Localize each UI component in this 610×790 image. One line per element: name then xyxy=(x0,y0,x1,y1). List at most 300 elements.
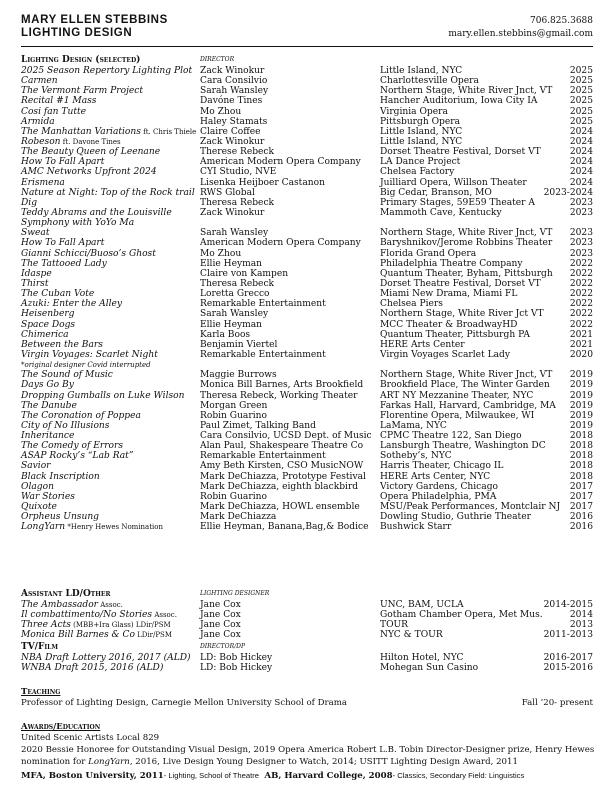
production-year: 2022 xyxy=(569,278,593,289)
lighting-design-list xyxy=(21,66,593,532)
production-year: 2024 xyxy=(569,147,593,158)
director-name: Zack Winokur xyxy=(200,66,265,76)
production-year: 2017 xyxy=(569,502,593,513)
director-name: Monica Bill Barnes, Arts Brookfield xyxy=(200,380,364,391)
credit-row xyxy=(21,451,593,461)
venue-name: Hancher Auditorium, Iowa City IA xyxy=(380,96,538,107)
awards-line-2-b: LongYarn xyxy=(88,757,130,767)
production-year: 2023 xyxy=(569,228,593,239)
production-title-text: Black Inscription xyxy=(21,471,100,482)
production-note: *Henry Hewes Nomination xyxy=(65,523,164,532)
credit-row xyxy=(21,76,593,86)
production-title xyxy=(21,663,163,673)
production-title-text: The Sound of Music xyxy=(21,370,113,381)
production-year: 2018 xyxy=(569,471,593,482)
teaching-date: Fall ’20- present xyxy=(521,698,593,708)
director-name: Amy Beth Kirsten, CSO MusicNOW xyxy=(200,461,364,472)
director-column-label: DIRECTOR xyxy=(200,56,235,63)
credit-row xyxy=(21,259,593,269)
director-name: Jane Cox xyxy=(200,610,241,621)
director-name: Theresa Rebeck xyxy=(200,197,275,208)
production-title xyxy=(21,228,49,238)
production-title-text: AMC Networks Upfront 2024 xyxy=(21,167,157,178)
venue-name: Virgin Voyages Scarlet Lady xyxy=(380,349,511,360)
production-year: 2019 xyxy=(569,420,593,431)
production-year: 2019 xyxy=(569,400,593,411)
director-name: Robin Guarino xyxy=(200,491,267,502)
credit-row xyxy=(21,330,593,340)
header-name-block xyxy=(21,14,168,40)
venue-name: Victory Gardens, Chicago xyxy=(380,481,498,492)
production-title-text: Dig xyxy=(21,197,38,208)
mfa-degree: MFA, Boston University, 2011 xyxy=(21,771,164,781)
production-year: 2024 xyxy=(569,126,593,137)
designer-title: LIGHTING DESIGN xyxy=(21,27,133,39)
production-year: 2024 xyxy=(569,136,593,147)
production-title-text: City of No Illusions xyxy=(21,420,110,431)
production-year: 2022 xyxy=(569,299,593,310)
production-title xyxy=(21,340,103,350)
venue-name: HERE Arts Center xyxy=(380,339,465,350)
credit-row xyxy=(21,431,593,441)
production-title-text: Gianni Schicci/Buoso’s Ghost xyxy=(21,248,156,259)
production-note: ft. Davone Tines xyxy=(60,137,121,146)
production-title xyxy=(21,107,86,117)
venue-name: Mohegan Sun Casino xyxy=(380,663,479,674)
production-title-text: Il combattimento/No Stories xyxy=(21,610,153,621)
venue-name: Dowling Studio, Guthrie Theater xyxy=(380,512,531,523)
production-title-text: Dropping Gumballs on Luke Wilson xyxy=(21,390,185,401)
production-title xyxy=(21,117,55,127)
credit-row xyxy=(21,340,593,350)
production-title-text: The Coronation of Poppea xyxy=(21,410,141,421)
credit-row xyxy=(21,127,593,137)
production-title-text: The Tattooed Lady xyxy=(21,258,107,269)
credit-row xyxy=(21,208,593,218)
production-title xyxy=(21,350,158,360)
credit-row xyxy=(21,620,593,630)
production-title xyxy=(21,178,65,188)
production-title-text: 2025 Season Repertory Lighting Plot xyxy=(21,66,193,76)
credit-row xyxy=(21,610,593,620)
venue-name: LA Dance Project xyxy=(380,157,461,168)
production-title xyxy=(21,309,75,319)
production-title-text: Cosi fan Tutte xyxy=(21,106,87,117)
venue-name: UNC, BAM, UCLA xyxy=(380,600,464,610)
director-name: Maggie Burrows xyxy=(200,370,277,381)
director-name: Morgan Green xyxy=(200,400,268,411)
director-name: Mark DeChiazza, eighth blackbird xyxy=(200,481,359,492)
production-year: 2025 xyxy=(569,66,593,76)
venue-name: Baryshnikov/Jerome Robbins Theater xyxy=(380,238,553,249)
production-year: 2024 xyxy=(569,177,593,188)
production-title xyxy=(21,127,196,137)
production-year: 2025 xyxy=(569,96,593,107)
production-year: 2018 xyxy=(569,451,593,462)
production-year: 2019 xyxy=(569,370,593,381)
director-name: Ellie Heyman, Banana,Bag,& Bodice xyxy=(200,522,369,533)
director-name: Therese Rebeck xyxy=(200,147,275,158)
venue-name: Miami New Drama, Miami FL xyxy=(380,289,518,300)
credit-row xyxy=(21,198,593,208)
assistant-ld-heading-text: Assistant LD/Other xyxy=(21,589,111,599)
production-title-text: Heisenberg xyxy=(21,309,75,320)
production-title-text: The Ambassador xyxy=(21,600,99,610)
production-title-text: Azuki: Enter the Alley xyxy=(21,299,123,310)
production-title xyxy=(21,421,109,431)
venue-name: MCC Theater & BroadwayHD xyxy=(380,319,518,330)
production-title-text: Space Dogs xyxy=(21,319,76,330)
ab-degree: AB, Harvard College, 2008 xyxy=(264,771,393,781)
production-title xyxy=(21,370,113,380)
production-title xyxy=(21,66,192,76)
director-name: Mo Zhou xyxy=(200,106,242,117)
venue-name: Opera Philadelphia, PMA xyxy=(380,491,497,502)
credit-row xyxy=(21,391,593,401)
director-name: Davóne Tines xyxy=(200,96,263,107)
production-year: 2018 xyxy=(569,441,593,452)
venue-name: Hilton Hotel, NYC xyxy=(380,653,464,663)
production-title-text: Three Acts xyxy=(21,620,71,631)
credit-row xyxy=(21,502,593,512)
production-year: 2014-2015 xyxy=(543,600,593,610)
credit-row xyxy=(21,157,593,167)
venue-name: LaMama, NYC xyxy=(380,420,447,431)
credit-row xyxy=(21,249,593,259)
production-title-text: Erismena xyxy=(21,177,65,188)
tv-film-heading-text: TV/Film xyxy=(21,642,59,652)
lighting-designer-column-label: LIGHTING DESIGNER xyxy=(200,590,270,597)
production-title xyxy=(21,380,74,390)
director-name: Claire Coffee xyxy=(200,126,261,137)
director-name: Zack Winokur xyxy=(200,136,265,147)
director-name: Cara Consilvio, UCSD Dept. of Music xyxy=(200,431,372,442)
credit-row xyxy=(21,411,593,421)
production-year: 2024 xyxy=(569,157,593,168)
venue-name: Primary Stages, 59E59 Theater A xyxy=(380,197,535,208)
production-title xyxy=(21,249,156,259)
credit-row xyxy=(21,370,593,380)
designer-name: MARY ELLEN STEBBINS xyxy=(21,14,168,26)
production-title-text: Between the Bars xyxy=(21,339,103,350)
teaching-heading: Teaching xyxy=(21,687,61,697)
director-name: Karla Boos xyxy=(200,329,251,340)
production-title xyxy=(21,167,157,177)
production-title-text: Robeson xyxy=(21,136,61,147)
production-note: Assoc. xyxy=(98,601,123,609)
director-name: LD: Bob Hickey xyxy=(200,663,273,674)
credit-row xyxy=(21,137,593,147)
production-title xyxy=(21,208,172,218)
credit-row xyxy=(21,360,593,370)
director-name: Zack Winokur xyxy=(200,207,265,218)
production-year: 2014 xyxy=(569,610,593,621)
credit-row xyxy=(21,512,593,522)
credit-row xyxy=(21,421,593,431)
credit-row xyxy=(21,238,593,248)
production-year: 2019 xyxy=(569,390,593,401)
venue-name: TOUR xyxy=(380,620,409,631)
venue-name: Lansburgh Theatre, Washington DC xyxy=(380,441,546,452)
credit-row xyxy=(21,350,593,360)
production-title-text: Carmen xyxy=(21,76,58,87)
teaching-text: Professor of Lighting Design, Carnegie Mellon University School of Drama xyxy=(21,698,347,708)
mfa-detail: - Lighting, School of Theatre xyxy=(163,771,259,780)
production-title xyxy=(21,653,191,663)
production-title-text: How To Fall Apart xyxy=(21,238,105,249)
venue-name: Big Cedar, Branson, MO xyxy=(380,187,492,198)
production-year: 2016 xyxy=(569,512,593,523)
venue-name: MSU/Peak Performances, Montclair NJ xyxy=(380,502,561,513)
venue-name: Dorset Theatre Festival, Dorset VT xyxy=(380,278,541,289)
production-title xyxy=(21,147,160,157)
director-name: Ellie Heyman xyxy=(200,319,262,330)
production-year: 2022 xyxy=(569,268,593,279)
production-title xyxy=(21,259,107,269)
venue-name: Chelsea Factory xyxy=(380,167,455,178)
production-title-text: NBA Draft Lottery 2016, 2017 (ALD) xyxy=(21,653,191,663)
production-title-text: Sweat xyxy=(21,228,50,239)
production-title xyxy=(21,522,163,532)
awards-line-2 xyxy=(21,757,518,768)
production-year: 2020 xyxy=(569,349,593,360)
production-year: 2018 xyxy=(569,431,593,442)
production-title xyxy=(21,76,58,86)
production-title xyxy=(21,401,77,411)
production-title-text: Chimerica xyxy=(21,329,69,340)
production-year: 2018 xyxy=(569,461,593,472)
production-title xyxy=(21,431,74,441)
credit-row xyxy=(21,630,593,640)
production-title xyxy=(21,320,75,330)
director-name: Remarkable Entertainment xyxy=(200,299,326,310)
awards-line-2-c: , 2016, Live Design Young Designer to Watch, 2014; USITT Lighting Design Award, 2011 xyxy=(129,757,518,767)
production-title-text: Virgin Voyages: Scarlet Night xyxy=(21,349,158,360)
venue-name: Northern Stage, White River Jnct, VT xyxy=(380,86,553,97)
production-title xyxy=(21,472,100,482)
production-title-text: Orpheus Unsung xyxy=(21,512,99,523)
credit-row xyxy=(21,482,593,492)
venue-name: Juilliard Opera, Willson Theater xyxy=(380,177,527,188)
production-year: 2023 xyxy=(569,238,593,249)
production-year: 2013 xyxy=(569,620,593,631)
assistant-ld-heading xyxy=(21,589,270,599)
director-name: CYI Studio, NVE xyxy=(200,167,277,178)
production-title xyxy=(21,451,134,461)
production-year: 2025 xyxy=(569,76,593,87)
director-name: Mark DeChiazza xyxy=(200,512,277,523)
director-name: Claire von Kampen xyxy=(200,268,289,279)
production-title xyxy=(21,600,123,610)
credit-row xyxy=(21,107,593,117)
production-year: 2025 xyxy=(569,116,593,127)
director-name: Ellie Heyman xyxy=(200,258,262,269)
director-name: Robin Guarino xyxy=(200,410,267,421)
production-year: 2017 xyxy=(569,481,593,492)
production-year: 2024 xyxy=(569,167,593,178)
production-title xyxy=(21,137,121,147)
production-title-text: ASAP Rocky’s “Lab Rat” xyxy=(21,451,134,462)
production-title-text: Symphony with YoYo Ma xyxy=(21,218,135,229)
contact-block xyxy=(448,15,593,41)
director-name: RWS Global xyxy=(200,187,255,198)
production-title-text: Thirst xyxy=(21,278,49,289)
production-year: 2019 xyxy=(569,380,593,391)
production-title-text: The Beauty Queen of Leenane xyxy=(21,147,161,158)
credit-row xyxy=(21,289,593,299)
venue-name: Northern Stage, White River Jct VT xyxy=(380,309,544,320)
production-year: 2023-2024 xyxy=(543,187,593,198)
credit-row xyxy=(21,299,593,309)
credit-row xyxy=(21,401,593,411)
production-title xyxy=(21,188,195,198)
production-title xyxy=(21,492,75,502)
production-year: 2025 xyxy=(569,106,593,117)
venue-name: NYC & TOUR xyxy=(380,630,443,641)
production-title xyxy=(21,482,54,492)
production-year: 2015-2016 xyxy=(543,663,593,674)
production-title-text: Days Go By xyxy=(21,380,74,391)
director-name: Haley Stamats xyxy=(200,116,268,127)
production-year: 2019 xyxy=(569,410,593,421)
venue-name: Gotham Chamber Opera, Met Mus. xyxy=(380,610,543,621)
production-year: 2025 xyxy=(569,86,593,97)
production-year: 2022 xyxy=(569,309,593,320)
credit-row xyxy=(21,380,593,390)
credit-row xyxy=(21,492,593,502)
credit-footnote: *original designer Covid interrupted xyxy=(21,361,151,370)
production-title xyxy=(21,512,99,522)
production-title-text: The Cuban Vote xyxy=(21,289,95,300)
venue-name: Bushwick Starr xyxy=(380,522,452,533)
awards-heading: Awards/Education xyxy=(21,722,101,732)
director-dp-column-label: DIRECTOR/DP xyxy=(200,643,245,650)
credit-row xyxy=(21,269,593,279)
production-title-text: The Manhattan Variations xyxy=(21,126,141,137)
director-name: Jane Cox xyxy=(200,630,241,641)
production-title-text: The Comedy of Errors xyxy=(21,441,124,452)
production-title-text: How To Fall Apart xyxy=(21,157,105,168)
production-title-text: War Stories xyxy=(21,491,75,502)
production-year: 2022 xyxy=(569,258,593,269)
union-membership: United Scenic Artists Local 829 xyxy=(21,733,160,743)
director-name: Theresa Rebeck xyxy=(200,278,275,289)
venue-name: Harris Theater, Chicago IL xyxy=(380,461,504,472)
production-title-text: Nature at Night: Top of the Rock trail xyxy=(21,187,195,198)
awards-line-2-a: nomination for xyxy=(21,757,89,767)
production-title-text: Olagon xyxy=(21,481,54,492)
venue-name: Farkas Hall, Harvard, Cambridge, MA xyxy=(380,400,556,411)
production-title xyxy=(21,620,171,630)
venue-name: Philadelphia Theatre Company xyxy=(380,258,523,269)
credit-row xyxy=(21,66,593,76)
venue-name: Charlottesville Opera xyxy=(380,76,479,87)
production-title-text: Armida xyxy=(21,116,55,127)
production-year: 2023 xyxy=(569,207,593,218)
production-title xyxy=(21,630,172,640)
production-title xyxy=(21,279,49,289)
director-name: Theresa Rebeck, Working Theater xyxy=(200,390,358,401)
production-year: 2016-2017 xyxy=(543,653,593,663)
credit-row xyxy=(21,86,593,96)
director-name: Jane Cox xyxy=(200,600,241,610)
venue-name: Little Island, NYC xyxy=(380,66,463,76)
director-name: American Modern Opera Company xyxy=(200,157,361,168)
venue-name: Pittsburgh Opera xyxy=(380,116,461,127)
production-title xyxy=(21,330,69,340)
director-name: Mark DeChiazza, Prototype Festival xyxy=(200,471,366,482)
production-title-text: WNBA Draft 2015, 2016 (ALD) xyxy=(21,663,164,674)
director-name: Loretta Grecco xyxy=(200,289,270,300)
education-line xyxy=(21,770,524,782)
lighting-design-heading xyxy=(21,55,235,65)
credit-row xyxy=(21,188,593,198)
credit-row xyxy=(21,228,593,238)
venue-name: Sotheby’s, NYC xyxy=(380,451,452,462)
production-year: 2023 xyxy=(569,248,593,259)
venue-name: Little Island, NYC xyxy=(380,126,463,137)
production-title-text: Inheritance xyxy=(21,431,75,442)
venue-name: Brookfield Place, The Winter Garden xyxy=(380,380,550,391)
production-title xyxy=(21,610,177,620)
phone-number: 706.825.3688 xyxy=(530,16,593,26)
production-title-text: The Danube xyxy=(21,400,77,411)
director-name: Remarkable Entertainment xyxy=(200,451,326,462)
credit-row xyxy=(21,218,593,228)
director-name: Lisenka Heijboer Castanon xyxy=(200,177,325,188)
venue-name: Florentine Opera, Milwaukee, WI xyxy=(380,410,535,421)
venue-name: Mammoth Cave, Kentucky xyxy=(380,207,502,218)
production-title xyxy=(21,461,51,471)
director-name: Mo Zhou xyxy=(200,248,242,259)
director-name: Sarah Wansley xyxy=(200,86,269,97)
production-title-text: Savior xyxy=(21,461,51,472)
director-name: Paul Zimet, Talking Band xyxy=(200,420,316,431)
director-name: Remarkable Entertainment xyxy=(200,349,326,360)
director-name: Jane Cox xyxy=(200,620,241,631)
credit-row xyxy=(21,96,593,106)
venue-name: Quantum Theater, Pittsburgh PA xyxy=(380,329,530,340)
production-title xyxy=(21,157,104,167)
production-note: ft. Chris Thiele xyxy=(140,127,197,136)
production-title-text: Teddy Abrams and the Louisville xyxy=(21,207,172,218)
venue-name: Virginia Opera xyxy=(380,106,448,117)
production-year: 2017 xyxy=(569,491,593,502)
director-name: LD: Bob Hickey xyxy=(200,653,273,663)
production-title xyxy=(21,299,122,309)
credit-row xyxy=(21,663,593,673)
director-name: Cara Consilvio xyxy=(200,76,268,87)
tv-film-heading xyxy=(21,642,245,652)
venue-name: Little Island, NYC xyxy=(380,136,463,147)
director-name: Sarah Wansley xyxy=(200,309,269,320)
director-name: Alan Paul, Shakespeare Theatre Co xyxy=(200,441,364,452)
venue-name: Florida Grand Opera xyxy=(380,248,477,259)
credit-row xyxy=(21,147,593,157)
venue-name: Northern Stage, White River Jnct, VT xyxy=(380,228,553,239)
venue-name: Northern Stage, White River Jnct, VT xyxy=(380,370,553,381)
director-name: American Modern Opera Company xyxy=(200,238,361,249)
production-note: (MBB+Ira Glass) LDir/PSM xyxy=(70,621,171,630)
assistant-ld-list xyxy=(21,600,593,641)
director-name: Mark DeChiazza, HOWL ensemble xyxy=(200,502,360,513)
venue-name: Quantum Theater, Byham, Pittsburgh xyxy=(380,268,553,279)
production-year: 2021 xyxy=(569,339,593,350)
production-title-text: Quixote xyxy=(21,502,57,513)
production-title xyxy=(21,502,57,512)
credit-row xyxy=(21,309,593,319)
credit-row xyxy=(21,167,593,177)
